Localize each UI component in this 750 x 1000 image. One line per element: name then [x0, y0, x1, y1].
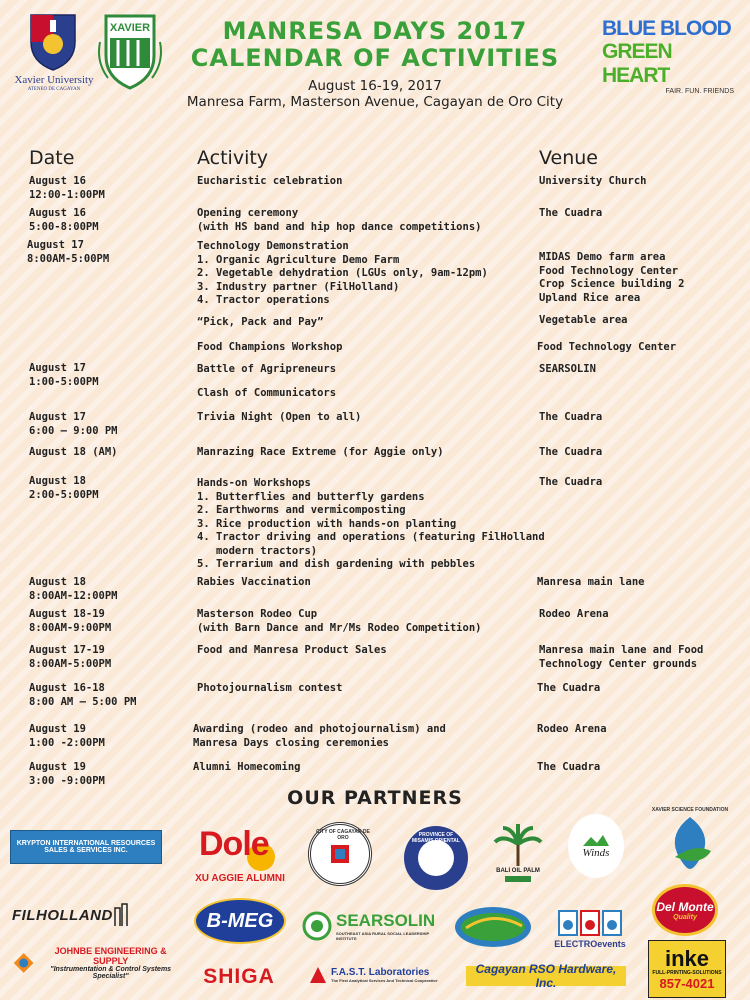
row-activity: Masterson Rodeo Cup (with Barn Dance and Mr/Ms Rodeo Competition) — [197, 608, 482, 634]
column-header-activity: Activity — [197, 147, 269, 169]
row-activity: Manrazing Race Extreme (for Aggie only) — [197, 446, 444, 458]
delmonte-logo-sub: Quality — [673, 913, 697, 921]
event-dates: August 16-19, 2017 — [308, 78, 442, 94]
dole-logo-text: Dole — [199, 824, 269, 863]
misor-seal-text: PROVINCE OF MISAMIS ORIENTAL — [412, 832, 460, 844]
partners-heading: OUR PARTNERS — [287, 787, 463, 809]
dole-logo-sub: XU AGGIE ALUMNI — [195, 872, 285, 884]
bmeg-logo-text: B-MEG — [206, 909, 274, 932]
xsf-logo-text: XAVIER SCIENCE FOUNDATION — [651, 807, 729, 813]
title-line-2: CALENDAR OF ACTIVITIES — [190, 44, 560, 72]
electro-logo-text: ELECTROevents — [554, 939, 626, 949]
xavier-science-foundation-logo — [650, 800, 730, 880]
krypton-logo-text: KRYPTON INTERNATIONAL RESOURCES SALES & SERVICES INC. — [16, 840, 156, 854]
logo-green-text: GREEN HEART — [602, 40, 672, 87]
row-activity: “Pick, Pack and Pay” — [197, 316, 324, 328]
column-header-venue: Venue — [539, 147, 598, 169]
row-date: August 17 1:00-5:00PM — [29, 362, 99, 388]
filholland-logo — [12, 900, 154, 930]
fast-logo-text: F.A.S.T. Laboratories — [331, 967, 430, 978]
winds-logo-text: Winds — [582, 847, 610, 859]
bali-oil-palm-logo — [488, 818, 548, 888]
row-venue: The Cuadra — [539, 446, 603, 458]
row-activity: Alumni Homecoming — [193, 761, 301, 773]
row-venue: MIDAS Demo farm area Food Technology Center Crop Science building 2 Upland Rice area — [539, 251, 685, 304]
column-header-date: Date — [29, 147, 75, 169]
row-venue: The Cuadra — [539, 207, 603, 219]
team-logo-icon — [452, 902, 534, 952]
blue-blood-green-heart-logo — [602, 17, 742, 95]
row-activity: Awarding (rodeo and photojournalism) and Manresa Days closing ceremonies — [193, 723, 446, 749]
fast-logo-sub: The First Analytical Services And Technical Cooperative — [331, 978, 438, 983]
cdo-seal-logo — [308, 822, 372, 886]
row-date: August 18-19 8:00AM-9:00PM — [29, 608, 112, 634]
row-venue: The Cuadra — [537, 682, 601, 694]
row-venue: The Cuadra — [537, 761, 601, 773]
electro-events-logo — [548, 902, 632, 954]
row-date: August 16 5:00-8:00PM — [29, 207, 99, 233]
logo-tagline: FAIR. FUN. FRIENDS — [665, 88, 734, 95]
title-line-1: MANRESA DAYS 2017 — [222, 17, 528, 45]
winds-logo — [568, 814, 624, 878]
row-activity: Battle of Agripreneurs — [197, 363, 337, 375]
fast-laboratories-logo — [308, 962, 438, 988]
misamis-oriental-seal-logo — [404, 826, 468, 890]
filholland-logo-text: FILHOLLAND — [12, 906, 113, 924]
bmeg-logo — [194, 898, 286, 944]
krypton-logo — [10, 830, 162, 864]
xu-caption: Xavier University — [14, 74, 94, 86]
shiga-logo — [194, 962, 284, 992]
johnbe-logo-sub: "Instrumentation & Control Systems Specialist" — [50, 966, 172, 980]
row-date: August 19 3:00 -9:00PM — [29, 761, 105, 787]
row-date: August 16 12:00-1:00PM — [29, 175, 105, 201]
row-activity: Technology Demonstration 1. Organic Agriculture Demo Farm 2. Vegetable dehydration (LGUs only, 9am-12pm) 3. Industry partner (FilHolland) 4. Tractor operations — [197, 240, 488, 306]
logo-blue-text: BLUE BLOOD — [602, 17, 731, 40]
searsolin-logo-sub: SOUTHEAST ASIA RURAL SOCIAL LEADERSHIP INSTITUTE — [336, 931, 430, 941]
row-date: August 16-18 8:00 AM – 5:00 PM — [29, 682, 137, 708]
cagayan-rso-logo-text: Cagayan RSO Hardware, Inc. — [475, 962, 617, 990]
row-venue: Manresa main lane — [537, 576, 645, 588]
row-date: August 19 1:00 -2:00PM — [29, 723, 105, 749]
row-venue: Vegetable area — [539, 314, 628, 326]
row-activity: Food Champions Workshop — [197, 341, 343, 353]
row-venue: The Cuadra — [539, 411, 603, 423]
row-venue: Rodeo Arena — [539, 608, 609, 620]
row-activity: Opening ceremony (with HS band and hip hop dance competitions) — [197, 207, 482, 233]
inke-logo-text: inke — [664, 945, 710, 971]
row-date: August 17 6:00 – 9:00 PM — [29, 411, 118, 437]
inke-logo-phone: 857-4021 — [659, 975, 715, 991]
row-activity: Hands-on Workshops 1. Butterflies and butterfly gardens 2. Earthworms and vermicomposting 3. Rice production with hands-on planting 4. Tractor driving and operations (featuring FilHolland modern tractors) 5. Terrarium and dish gardening with pebbles — [197, 477, 545, 570]
row-activity: Clash of Communicators — [197, 387, 337, 399]
johnbe-logo-text: JOHNBE ENGINEERING & SUPPLY — [54, 946, 167, 966]
xu-subcaption: ATENEO DE CAGAYAN — [27, 87, 81, 92]
shiga-logo-text: SHIGA — [203, 965, 275, 988]
bali-logo-text: BALI OIL PALM — [496, 868, 540, 874]
event-location: Manresa Farm, Masterson Avenue, Cagayan de Oro City — [186, 94, 564, 110]
cdo-seal-text: CITY OF CAGAYAN DE ORO — [316, 829, 370, 841]
del-monte-logo — [652, 884, 718, 936]
searsolin-logo — [300, 906, 440, 946]
row-venue: The Cuadra — [539, 476, 603, 488]
row-date: August 18 2:00-5:00PM — [29, 475, 99, 501]
row-activity: Photojournalism contest — [197, 682, 343, 694]
row-venue: University Church — [539, 175, 647, 187]
dole-logo — [192, 820, 288, 886]
row-venue: Food Technology Center — [537, 341, 677, 353]
delmonte-logo-text: Del Monte — [656, 899, 714, 914]
row-venue: SEARSOLIN — [539, 363, 596, 375]
johnbe-logo — [12, 946, 182, 980]
cagayan-rso-hardware-logo — [466, 962, 626, 990]
inke-plus-logo — [648, 940, 726, 998]
row-activity: Rabies Vaccination — [197, 576, 311, 588]
row-venue: Manresa main lane and Food Technology Center grounds — [539, 644, 704, 670]
xavier-badge-text: XAVIER — [109, 22, 151, 34]
row-activity: Trivia Night (Open to all) — [197, 411, 362, 423]
row-activity: Eucharistic celebration — [197, 175, 343, 187]
row-date: August 17 8:00AM-5:00PM — [27, 239, 110, 265]
inke-logo-sub: FULL-PRINTING-SOLUTIONS — [652, 969, 722, 976]
searsolin-logo-text: SEARSOLIN — [336, 911, 436, 930]
row-date: August 18 8:00AM-12:00PM — [29, 576, 118, 602]
row-date: August 18 (AM) — [29, 446, 118, 458]
row-venue: Rodeo Arena — [537, 723, 607, 735]
row-date: August 17-19 8:00AM-5:00PM — [29, 644, 112, 670]
row-activity: Food and Manresa Product Sales — [197, 644, 387, 656]
